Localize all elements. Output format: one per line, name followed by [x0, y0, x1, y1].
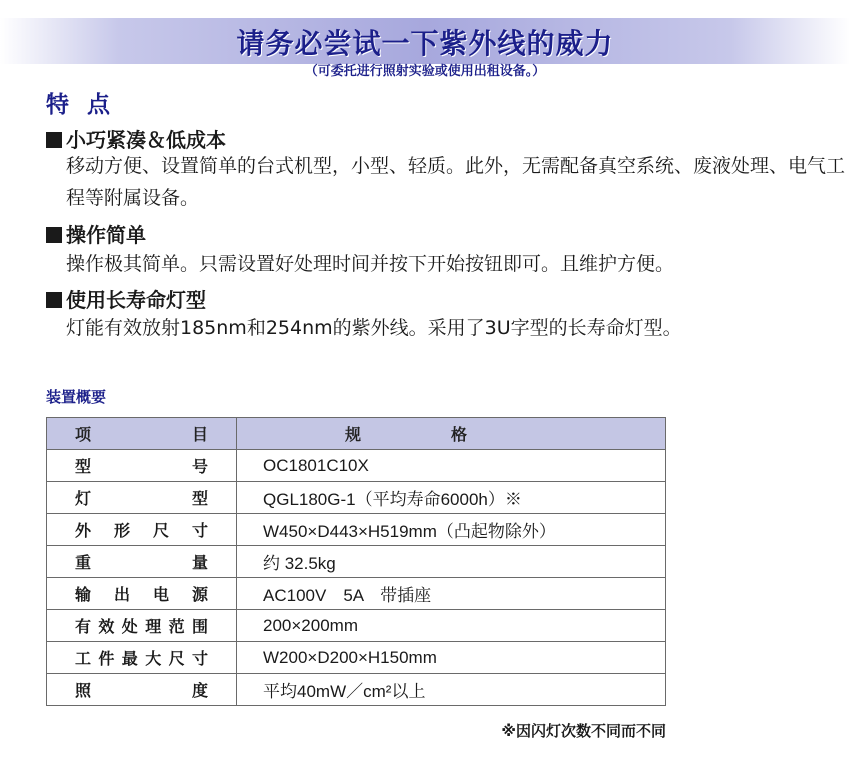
features-heading: 特点	[46, 92, 128, 118]
spec-heading: 装置概要	[46, 388, 107, 406]
table-row	[47, 674, 666, 706]
spec-item-value: W450×D443×H519mm（凸起物除外）	[237, 514, 666, 546]
page-subtitle: （可委托进行照射实验或使用出租设备。）	[304, 64, 546, 79]
feature-title-compact: 小巧紧凑＆低成本	[46, 124, 226, 153]
spec-item-label: 型号	[47, 450, 237, 482]
table-row	[47, 450, 666, 482]
spec-item-value: QGL180G-1（平均寿命6000h）※	[237, 482, 666, 514]
spec-item-label: 工件最大尺寸	[47, 642, 237, 674]
spec-item-label: 有效处理范围	[47, 610, 237, 642]
spec-item-label: 重量	[47, 546, 237, 578]
spec-header-item: 项目	[47, 418, 237, 450]
spec-footnote: ※因闪灯次数不同而不同	[501, 722, 666, 740]
bullet-square-icon	[46, 292, 62, 308]
table-row	[47, 482, 666, 514]
spec-item-value: OC1801C10X	[237, 450, 666, 482]
spec-item-value: 平均40mW／cm²以上	[237, 674, 666, 706]
table-row	[47, 642, 666, 674]
table-row	[47, 578, 666, 610]
spec-item-value: 200×200mm	[237, 610, 666, 642]
bullet-square-icon	[46, 132, 62, 148]
spec-item-label: 输出电源	[47, 578, 237, 610]
feature-title-easy-operation: 操作简单	[46, 219, 146, 248]
feature-desc-easy-operation: 操作极其简单。只需设置好处理时间并按下开始按钮即可。且维护方便。	[66, 253, 675, 275]
page-title: 请务必尝试一下紫外线的威力	[236, 27, 614, 60]
table-row	[47, 546, 666, 578]
feature-desc-compact: 移动方便、设置简单的台式机型，小型、轻质。此外，无需配备真空系统、废液处理、电气工程等附属设备。	[66, 155, 846, 209]
bullet-square-icon	[46, 227, 62, 243]
spec-header-row	[47, 418, 666, 450]
table-row	[47, 610, 666, 642]
spec-item-label: 照度	[47, 674, 237, 706]
feature-title-long-life-lamp: 使用长寿命灯型	[46, 284, 206, 313]
spec-item-label: 外形尺寸	[47, 514, 237, 546]
spec-item-value: 约 32.5kg	[237, 546, 666, 578]
spec-item-value: AC100V 5A 带插座	[237, 578, 666, 610]
table-row	[47, 514, 666, 546]
spec-item-value: W200×D200×H150mm	[237, 642, 666, 674]
spec-header-spec: 规格	[237, 418, 666, 450]
spec-item-label: 灯型	[47, 482, 237, 514]
spec-table	[46, 417, 666, 706]
feature-desc-long-life-lamp: 灯能有效放射185nm和254nm的紫外线。采用了3U字型的长寿命灯型。	[66, 317, 682, 339]
